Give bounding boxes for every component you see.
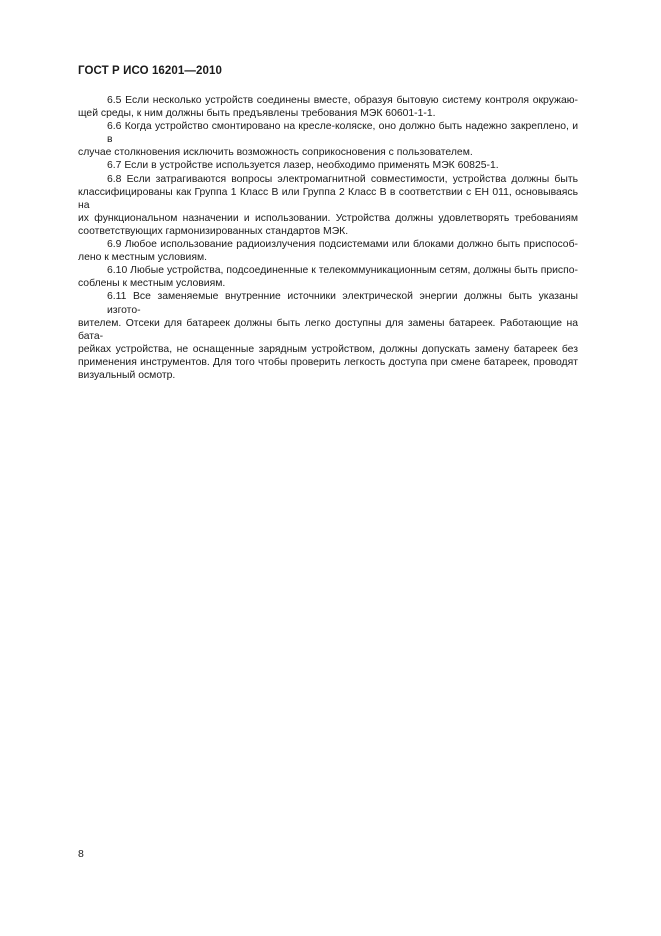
text-line: их функциональном назначении и использовании. Устройства должны удовлетворять требованиям	[78, 212, 578, 224]
paragraph-6-5	[78, 94, 578, 120]
text-line: соблены к местным условиям.	[78, 278, 226, 290]
paragraph-6-9	[78, 238, 578, 264]
text-line: применения инструментов. Для того чтобы проверить легкость доступа при смене батареек, проводят	[78, 356, 578, 368]
text-line: 6.8 Если затрагиваются вопросы электромагнитной совместимости, устройства должны быть	[107, 173, 578, 185]
paragraph-6-10	[78, 264, 578, 290]
text-line: 6.9 Любое использование радиоизлучения подсистемами или блоками должно быть приспособ-	[107, 239, 578, 251]
text-line: рейках устройства, не оснащенные зарядным устройством, должны допускать замену батареек без	[78, 343, 578, 355]
text-line: случае столкновения исключить возможность соприкосновения с пользователем.	[78, 147, 473, 159]
text-line: лено к местным условиям.	[78, 252, 208, 264]
text-line: классифицированы как Группа 1 Класс В или Группа 2 Класс В в соответствии с ЕН 011, основываясь на	[78, 186, 578, 211]
paragraph-6-6	[78, 120, 578, 159]
text-line: визуальный осмотр.	[78, 369, 176, 381]
page-number: 8	[78, 848, 84, 860]
text-line: вителем. Отсеки для батареек должны быть легко доступны для замены батареек. Работающие на бата-	[78, 317, 578, 342]
document-header: ГОСТ Р ИСО 16201—2010	[78, 65, 223, 77]
paragraph-6-11	[78, 290, 578, 382]
text-line: соответствующих гармонизированных стандартов МЭК.	[78, 225, 349, 237]
text-line: 6.5 Если несколько устройств соединены вместе, образуя бытовую систему контроля окружаю-	[107, 95, 578, 106]
text-line: 6.11 Все заменяемые внутренние источники электрической энергии должны быть указаны изгото-	[107, 291, 578, 316]
text-line: 6.7 Если в устройстве используется лазер, необходимо применять МЭК 60825-1.	[107, 160, 499, 172]
document-body	[78, 94, 578, 382]
paragraph-6-8	[78, 173, 578, 238]
paragraph-6-7	[78, 159, 578, 172]
text-line: 6.10 Любые устройства, подсоединенные к телекоммуникационным сетям, должны быть приспо-	[107, 265, 578, 277]
text-line: щей среды, к ним должны быть предъявлены требования МЭК 60601-1-1.	[78, 108, 436, 120]
text-line: 6.6 Когда устройство смонтировано на кресле-коляске, оно должно быть надежно закреплено, и в	[107, 121, 578, 146]
